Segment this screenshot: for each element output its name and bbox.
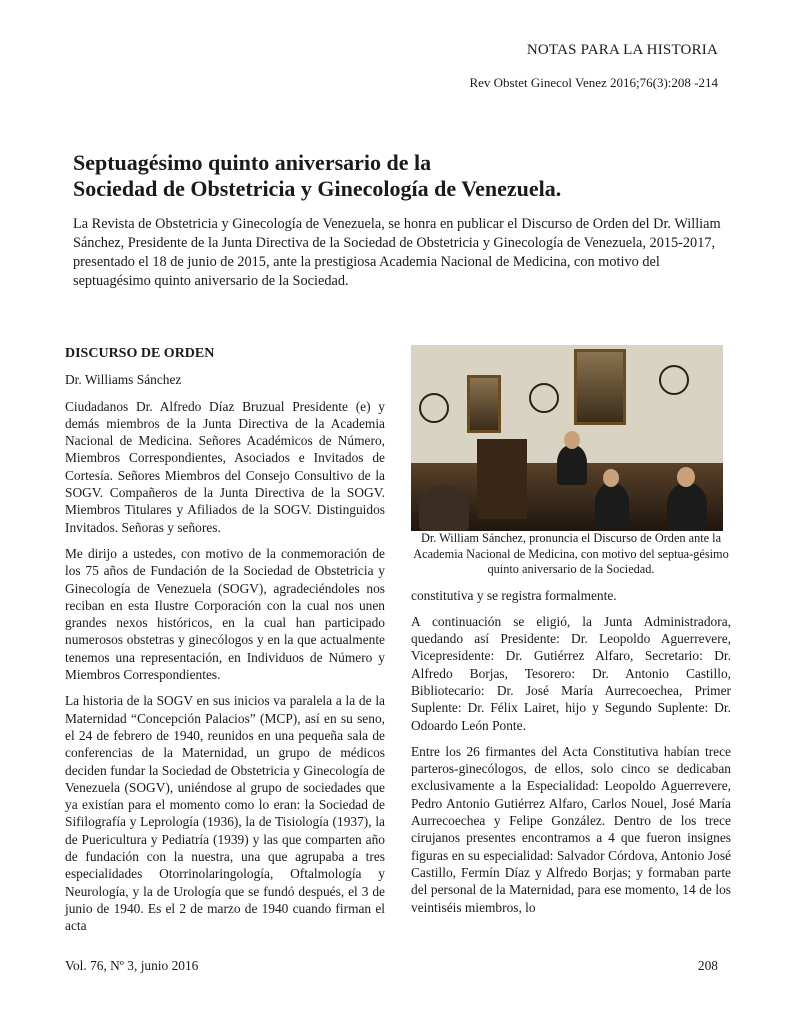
title-line-2: Sociedad de Obstetricia y Ginecología de Venezuela. (73, 176, 562, 201)
sconce-left (419, 393, 449, 423)
photo-caption: Dr. William Sánchez, pronuncia el Discurso de Orden ante la Academia Nacional de Medicina, con motivo del septua-gésimo quinto aniversario de la Sociedad. (413, 531, 729, 576)
sconce-mid (529, 383, 559, 413)
ceremony-photo (411, 345, 723, 531)
abstract: La Revista de Obstetricia y Ginecología de Venezuela, se honra en publicar el Discurso de Orden del Dr. William Sánchez, Presidente de la Junta Directiva de la Sociedad de Obstetricia y Ginecología de Venezuela, 2015-2017, presentado el 18 de junio de 2015, ante la prestigiosa Academia Nacional de Medicina, con motivo del septuagésimo quinto aniversario de la Sociedad. (73, 216, 721, 289)
speaker-head (564, 431, 580, 449)
article-title (73, 150, 723, 202)
portrait-center (574, 349, 626, 425)
audience-member (419, 485, 469, 531)
author-name: Dr. Williams Sánchez (65, 372, 182, 388)
journal-citation: Rev Obstet Ginecol Venez 2016;76(3):208 -214 (469, 75, 718, 90)
paragraph: La historia de la SOGV en sus inicios va paralela a la de la Maternidad “Concepción Palacios” (MCP), así en su seno, el 24 de febrero de 1940, reunidos en una pequeña sala de conferencias de la Maternidad, un grupo de médicos deciden fundar la Sociedad de Obstetricia y Ginecología de Venezuela (SOGV), uniéndose al grupo de sociedades que ya existían para el momento como lo eran: la Sociedad de Sifilografía y Leprología (1936), la de Tisiología (1937), la de Puericultura y Pediatría (1939) y las que comparten año de fundación con la nuestra, una que agrupaba a tres especialidades Otorrinolaringología, Oftalmología y Neurología, y la de Urología que se fundó después, el 3 de junio de 1940. Es el 2 de marzo de 1940 cuando firman el acta (65, 693, 385, 934)
sconce-right (659, 365, 689, 395)
right-column (411, 345, 731, 925)
paragraph: Me dirijo a ustedes, con motivo de la conmemoración de los 75 años de Fundación de la Sociedad de Obstetricia y Ginecología de Venezuela (SOGV), agradeciéndoles nos reciban en esta Ilustre Corporación con la cual nos unen grandes nexos históricos, en la cual han participado numerosos obstetras y ginecólogos y en la que actualmente tenemos una representación, en Individuos de Número y Miembros Correspondientes. (65, 545, 385, 683)
attendee-head (677, 467, 695, 487)
footer-issue: Vol. 76, Nº 3, junio 2016 (65, 958, 199, 973)
paragraph: constitutiva y se registra formalmente. (411, 587, 617, 603)
title-line-1: Septuagésimo quinto aniversario de la (73, 150, 432, 175)
speaker (557, 445, 587, 485)
paragraph: A continuación se eligió, la Junta Administradora, quedando así Presidente: Dr. Leopoldo Aguerrevere, Vicepresidente: Dr. Gutiérrez Alfaro, Secretario: Dr. Alfredo Borjas, Tesorero: Dr. Antonio Castillo, Bibliotecario: Dr. José María Aurrecoechea, Primer Suplente: Dr. Félix Lairet, hijo y Segundo Suplente: Dr. Odoardo León Ponte. (411, 613, 731, 733)
podium (477, 439, 527, 519)
portrait-left (467, 375, 501, 433)
attendee-head (603, 469, 619, 487)
paragraph: Ciudadanos Dr. Alfredo Díaz Bruzual Presidente (e) y demás miembros de la Junta Directiva de la Academia Nacional de Medicina. Señores Académicos de Número, Miembros Correspondientes, Asociados e Invitados de Cortesía. Señores Miembros del Consejo Consultivo de la SOGV. Compañeros de la Junta Directiva de la SOGV. Miembros Titulares y Afiliados de la SOGV. Distinguidos Invitados. Señoras y señores. (65, 398, 385, 535)
attendee (667, 483, 707, 531)
left-column (65, 345, 385, 944)
section-heading: DISCURSO DE ORDEN (65, 346, 215, 361)
attendee (595, 483, 629, 527)
footer-page-number: 208 (697, 958, 718, 973)
paragraph: Entre los 26 firmantes del Acta Constitutiva habían trece parteros-ginecólogos, de ellos, solo cinco se dedicaban exclusivamente a la Especialidad: Leopoldo Aguerrevere, Pedro Antonio Gutiérrez Alfaro, Carlos Nouel, José María Aurrecoechea y Felipe González. Dentro de los trece cirujanos presentes encontramos a 4 que fueron insignes figuras en su especialidad: Salvador Córdova, Antonio José Castillo, Fermín Díaz y Alfredo Borjas; y formaban parte del personal de la Maternidad, para ese momento, 14 de los veintiséis miembros, lo (411, 743, 731, 915)
section-label: NOTAS PARA LA HISTORIA (526, 42, 718, 58)
